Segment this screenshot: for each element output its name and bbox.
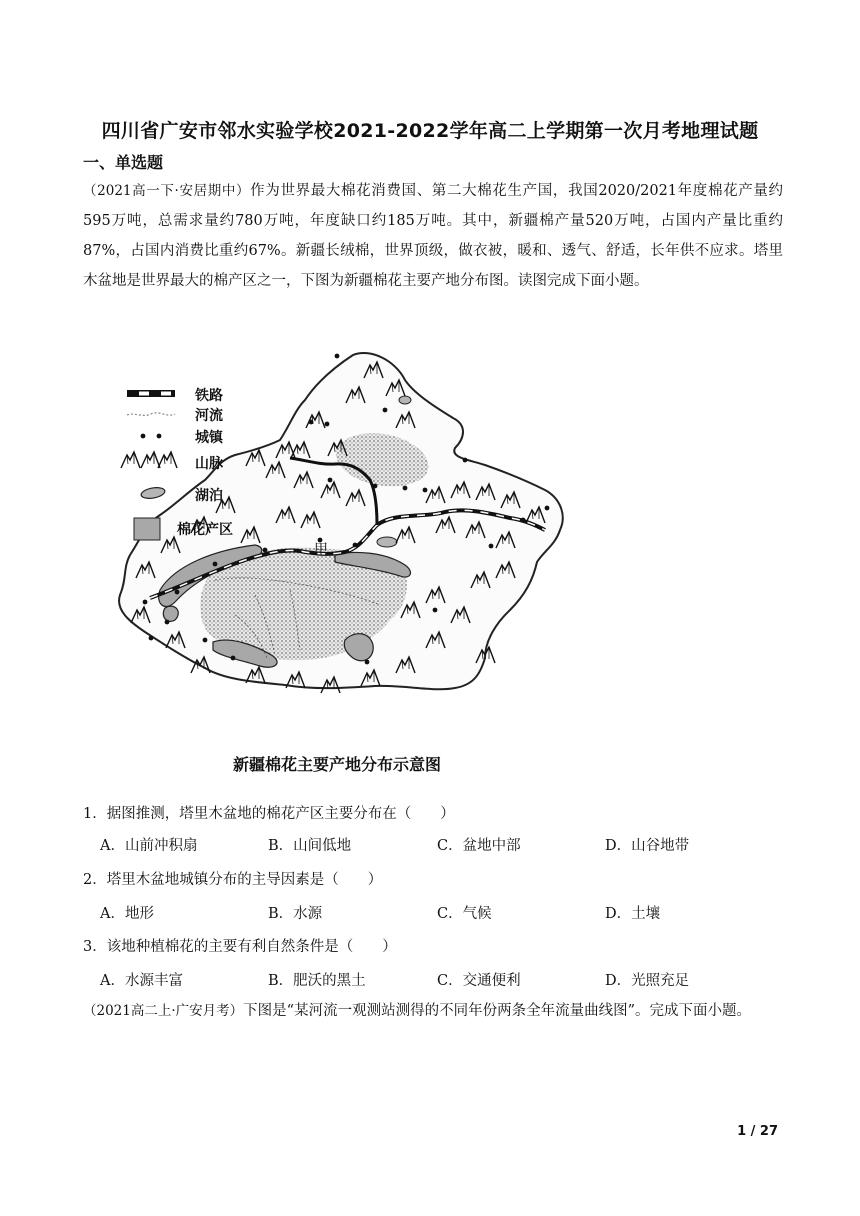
- legend-cotton: 棉花产区: [177, 522, 233, 538]
- question-1-options: [100, 834, 780, 856]
- legend-mountain: 山脉: [195, 456, 223, 472]
- document-title: 四川省广安市邻水实验学校2021-2022学年高二上学期第一次月考地理试题: [101, 120, 759, 142]
- question-1-option-c[interactable]: C．盆地中部: [437, 838, 521, 854]
- question-3-option-a[interactable]: A．水源丰富: [100, 973, 183, 989]
- question-1-stem: 1．据图推测，塔里木盆地的棉花产区主要分布在（ ）: [83, 806, 455, 822]
- question-2-option-d[interactable]: D．土壤: [605, 906, 661, 922]
- question-2-option-b[interactable]: B．水源: [268, 906, 323, 922]
- question-3-stem: 3．该地种植棉花的主要有利自然条件是（ ）: [83, 939, 397, 955]
- passage-2-text: 下图是“某河流一观测站测得的不同年份两条全年流量曲线图”。完成下面小题。: [243, 1003, 751, 1019]
- xinjiang-cotton-map: [105, 340, 585, 780]
- passage-1-source: （2021高一下·安居期中）: [83, 183, 251, 199]
- question-3-option-d[interactable]: D．光照充足: [605, 973, 690, 989]
- passage-1-text: 作为世界最大棉花消费国、第二大棉花生产国，我国2020/2021年度棉花产量约595万吨，总需求量约780万吨，年度缺口约185万吨。其中，新疆棉产量520万吨，占国内产量比重约87%，占国内消费比重约67%。新疆长绒棉，世界顶级，做衣被，暖和、透气、舒适，长年供不应求。塔里木盆地是世界最大的棉产区之一，下图为新疆棉花主要产地分布图。读图完成下面小题。: [83, 183, 783, 289]
- question-3-options: [100, 969, 780, 991]
- cotton-area: [163, 606, 178, 621]
- question-1-option-d[interactable]: D．山谷地带: [605, 838, 690, 854]
- question-3-option-b[interactable]: B．肥沃的黑土: [268, 973, 366, 989]
- lake: [399, 396, 411, 404]
- question-3-option-c[interactable]: C．交通便利: [437, 973, 521, 989]
- passage-2: [83, 996, 783, 1026]
- section-heading: 一、单选题: [83, 153, 164, 172]
- question-2-stem: 2．塔里木盆地城镇分布的主导因素是（ ）: [83, 872, 383, 888]
- legend-town: 城镇: [195, 430, 223, 446]
- question-2-option-c[interactable]: C．气候: [437, 906, 492, 922]
- passage-2-source: （2021高二上·广安月考）: [83, 1003, 244, 1019]
- page-number: 1 / 27: [737, 1124, 778, 1139]
- passage-1: [83, 176, 783, 296]
- question-2-option-a[interactable]: A．地形: [100, 906, 154, 922]
- legend-lake: 湖泊: [195, 488, 223, 504]
- map-caption: 新疆棉花主要产地分布示意图: [232, 755, 442, 774]
- lake: [377, 537, 397, 547]
- legend-river: 河流: [195, 408, 223, 424]
- legend-railway: 铁路: [195, 388, 223, 404]
- question-1-option-a[interactable]: A．山前冲积扇: [100, 838, 198, 854]
- marker-jia: 甲: [314, 542, 328, 558]
- question-1-option-b[interactable]: B．山间低地: [268, 838, 352, 854]
- question-2-options: [100, 902, 780, 924]
